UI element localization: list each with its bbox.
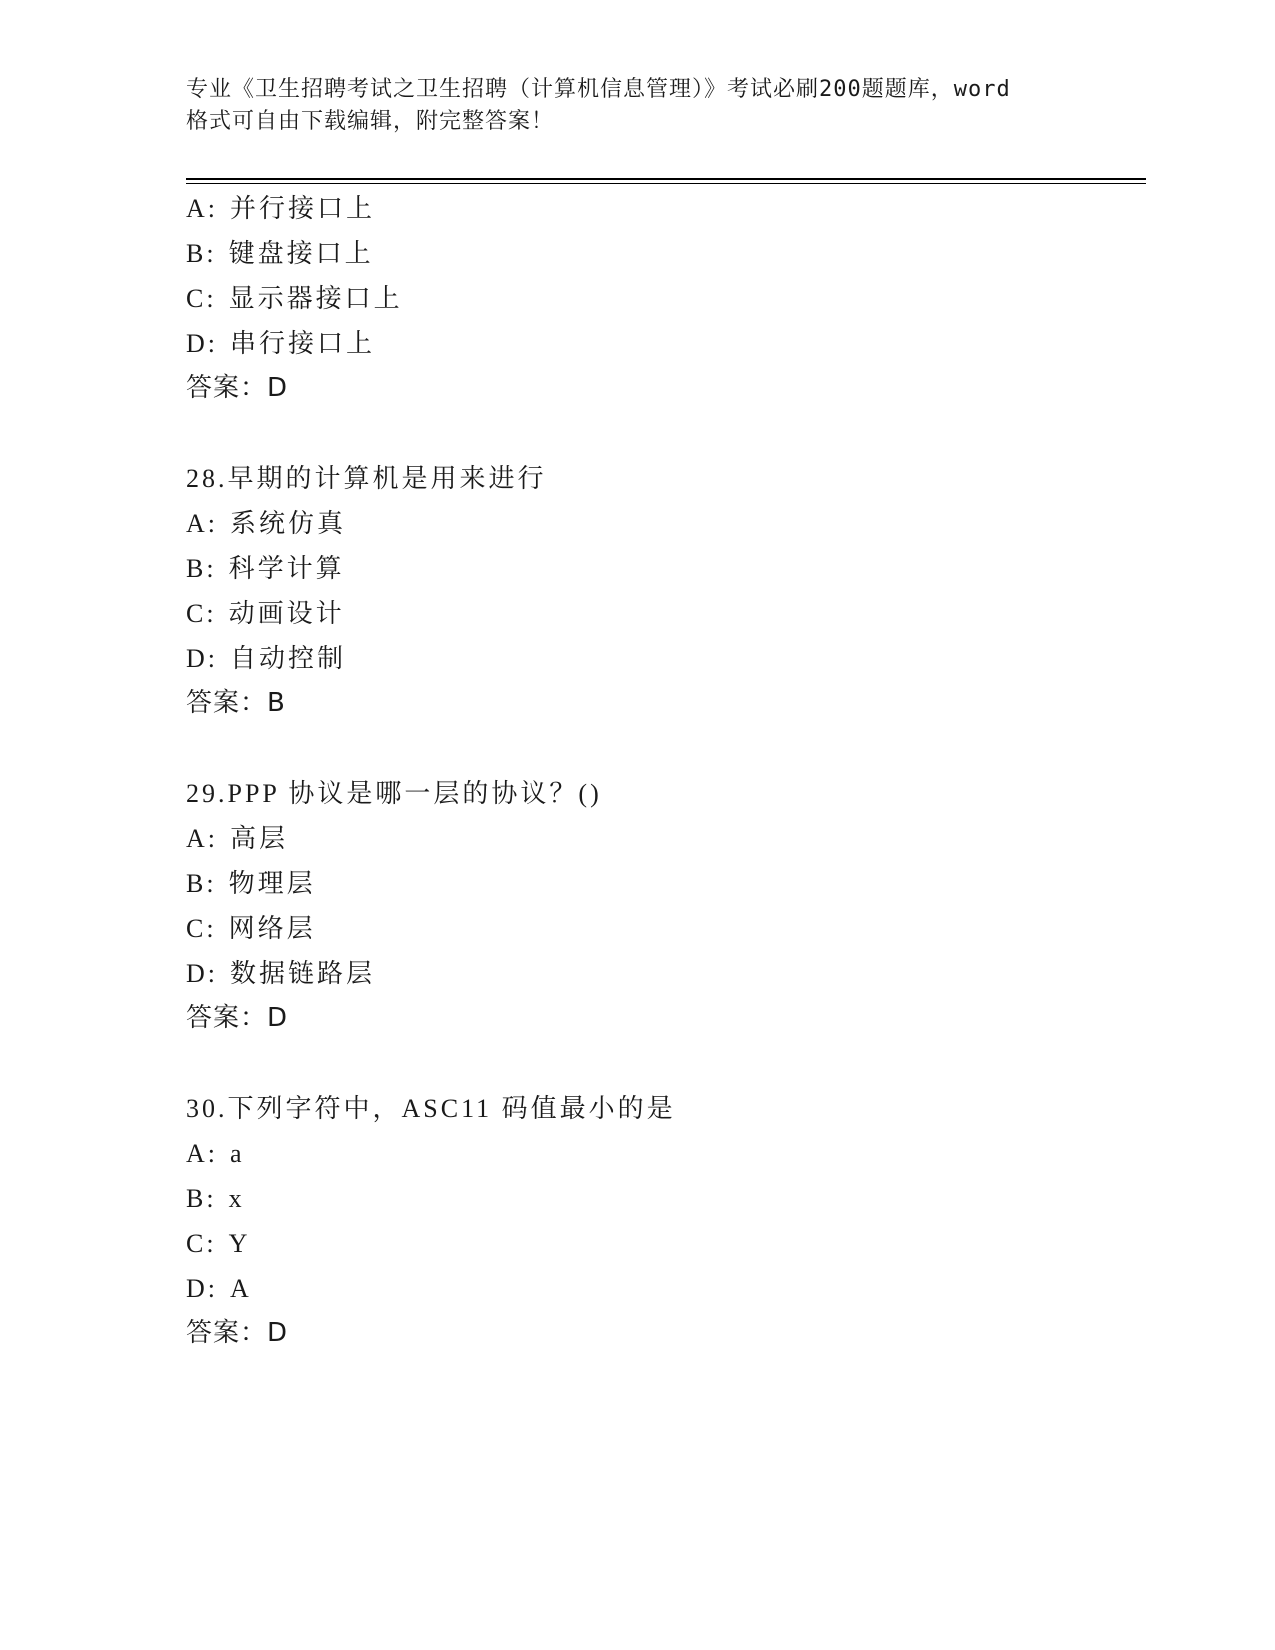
option-letter: D: — [186, 959, 218, 988]
option-letter: B: — [186, 554, 217, 583]
option-text: 动画设计 — [228, 599, 345, 628]
option-letter: C: — [186, 1229, 217, 1258]
answer-line — [186, 996, 1146, 1041]
option-d — [186, 321, 1146, 366]
option-text: 系统仿真 — [230, 509, 347, 538]
answer-value: D — [267, 1003, 289, 1033]
option-letter: D: — [186, 1274, 218, 1303]
option-text: 数据链路层 — [230, 959, 376, 988]
option-letter: C: — [186, 599, 217, 628]
option-letter: B: — [186, 239, 217, 268]
option-text: 串行接口上 — [230, 329, 376, 358]
option-b — [186, 546, 1146, 591]
option-c — [186, 276, 1146, 321]
question-stem — [186, 1086, 1146, 1131]
option-c — [186, 1221, 1146, 1266]
question-number: 28. — [186, 464, 228, 493]
question-block-28 — [186, 456, 1146, 726]
option-text: 并行接口上 — [230, 194, 376, 223]
option-b — [186, 1176, 1146, 1221]
spacer — [186, 411, 1146, 456]
question-stem — [186, 456, 1146, 501]
answer-label: 答案： — [186, 1003, 268, 1033]
option-text: 科学计算 — [228, 554, 345, 583]
option-c — [186, 591, 1146, 636]
option-text: A — [230, 1274, 252, 1303]
answer-line — [186, 1311, 1146, 1356]
option-letter: C: — [186, 914, 217, 943]
option-text: 显示器接口上 — [228, 284, 403, 313]
option-d — [186, 1266, 1146, 1311]
question-block-continued — [186, 186, 1146, 411]
option-c — [186, 906, 1146, 951]
option-letter: D: — [186, 329, 218, 358]
header-divider-thick — [186, 178, 1146, 180]
option-letter: D: — [186, 644, 218, 673]
answer-label: 答案： — [186, 1318, 268, 1348]
answer-label: 答案： — [186, 373, 268, 403]
option-letter: A: — [186, 194, 218, 223]
question-block-29 — [186, 771, 1146, 1041]
option-letter: B: — [186, 869, 217, 898]
question-stem — [186, 771, 1146, 816]
spacer — [186, 726, 1146, 771]
answer-line — [186, 366, 1146, 411]
option-a — [186, 816, 1146, 861]
option-d — [186, 636, 1146, 681]
spacer — [186, 1041, 1146, 1086]
option-a — [186, 1131, 1146, 1176]
option-b — [186, 861, 1146, 906]
question-block-30 — [186, 1086, 1146, 1356]
option-letter: A: — [186, 824, 218, 853]
question-number: 29. — [186, 779, 228, 808]
answer-label: 答案： — [186, 688, 268, 718]
option-letter: C: — [186, 284, 217, 313]
document-header — [186, 74, 1096, 138]
option-text: 网络层 — [228, 914, 316, 943]
question-text: 下列字符中，ASC11 码值最小的是 — [227, 1094, 676, 1123]
answer-line — [186, 681, 1146, 726]
option-letter: A: — [186, 1139, 218, 1168]
answer-value: D — [267, 373, 289, 403]
option-text: a — [230, 1139, 245, 1168]
option-text: 自动控制 — [230, 644, 347, 673]
option-a — [186, 186, 1146, 231]
option-letter: A: — [186, 509, 218, 538]
option-text: 物理层 — [228, 869, 316, 898]
option-letter: B: — [186, 1184, 217, 1213]
option-a — [186, 501, 1146, 546]
option-b — [186, 231, 1146, 276]
option-text: 键盘接口上 — [228, 239, 374, 268]
question-number: 30. — [186, 1094, 228, 1123]
header-line-2: 格式可自由下载编辑，附完整答案！ — [186, 109, 555, 134]
option-text: Y — [228, 1229, 251, 1258]
answer-value: B — [267, 688, 286, 718]
question-text: PPP 协议是哪一层的协议？() — [227, 779, 602, 808]
question-text: 早期的计算机是用来进行 — [227, 464, 547, 493]
header-line-1: 专业《卫生招聘考试之卫生招聘（计算机信息管理）》考试必刷200题题库，word — [186, 77, 1011, 102]
option-text: 高层 — [230, 824, 289, 853]
option-d — [186, 951, 1146, 996]
header-divider-thin — [186, 183, 1146, 184]
option-text: x — [228, 1184, 245, 1213]
answer-value: D — [267, 1318, 289, 1348]
question-list — [186, 186, 1146, 1356]
